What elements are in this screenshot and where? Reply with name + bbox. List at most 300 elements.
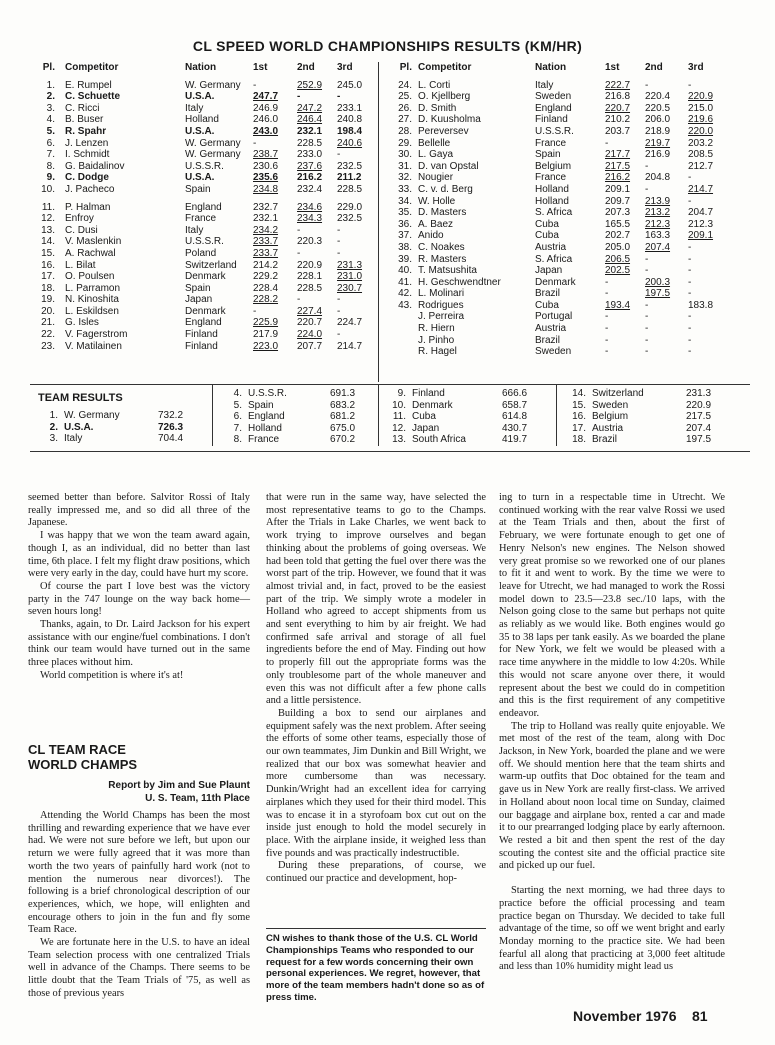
competitor-name: H. Geschwendtner [418, 276, 501, 288]
third-run: - [688, 323, 692, 335]
result-row [35, 80, 365, 92]
competitor-name: D. Masters [418, 207, 467, 219]
third-run: 208.5 [688, 149, 714, 161]
team-divider-1 [212, 384, 213, 446]
place: 2. [46, 91, 55, 103]
first-run: 214.2 [253, 259, 279, 271]
third-run: 214.7 [688, 183, 714, 195]
team-place: 12. [392, 422, 406, 434]
place: 39. [398, 253, 412, 265]
result-row [390, 346, 750, 358]
second-run: - [645, 79, 649, 91]
team-row [386, 423, 530, 435]
competitor-name: V. Fagerstrom [65, 329, 128, 341]
team-place: 18. [572, 434, 586, 446]
result-row [35, 248, 365, 260]
section-heading-line2: WORLD CHAMPS [28, 757, 138, 772]
place: 14. [41, 236, 55, 248]
second-run: 216.2 [297, 172, 323, 184]
result-row [390, 219, 750, 231]
result-row [35, 91, 365, 103]
second-run: 212.3 [645, 218, 671, 230]
place: 25. [398, 91, 412, 103]
team-race-section [28, 742, 250, 1001]
team-row [386, 434, 530, 446]
first-run: 209.7 [605, 195, 631, 207]
nation: U.S.A. [185, 172, 215, 184]
team-score: 220.9 [686, 399, 712, 411]
team-group-1 [38, 410, 188, 445]
first-run: - [605, 311, 609, 323]
team-row [222, 423, 362, 435]
paragraph: seemed better than before. Salvitor Rossi of Italy really impressed me, and so did all three of the Japanese. [28, 492, 250, 529]
team-row [38, 410, 188, 422]
competitor-name: Rodrigues [418, 299, 464, 311]
first-run: - [605, 346, 609, 358]
first-run: 234.8 [253, 183, 279, 195]
result-row [390, 207, 750, 219]
article-column-3 [499, 492, 725, 974]
first-run: 233.7 [253, 247, 279, 259]
place: 42. [398, 288, 412, 300]
footer-issue: November 1976 [573, 1008, 677, 1024]
second-run: 220.9 [297, 259, 323, 271]
team-place: 17. [572, 422, 586, 434]
competitor-name: O. Kjellberg [418, 91, 471, 103]
second-run: 213.9 [645, 195, 671, 207]
place: 23. [41, 340, 55, 352]
place: 1. [46, 79, 55, 91]
first-run: - [605, 137, 609, 149]
result-row [35, 184, 365, 196]
place: 43. [398, 299, 412, 311]
nation: Switzerland [185, 259, 237, 271]
result-row [390, 138, 750, 150]
competitor-name: T. Matsushita [418, 265, 477, 277]
place: 26. [398, 102, 412, 114]
competitor-name: C. Ricci [65, 102, 100, 114]
nation: Spain [185, 183, 211, 195]
team-score: 670.2 [330, 434, 356, 446]
team-divider-2 [378, 384, 379, 446]
third-run: - [688, 346, 692, 358]
second-run: - [645, 183, 649, 195]
paragraph: Of course the part I love best was the victory party in the 747 lounge on the way back home—seven hours long! [28, 580, 250, 618]
second-run: 220.7 [297, 317, 323, 329]
results-header-right [390, 62, 750, 74]
team-nation: Japan [412, 422, 440, 434]
header-second: 2nd [645, 62, 663, 73]
header-first: 1st [253, 62, 268, 73]
result-row [35, 260, 365, 272]
nation: U.S.A. [185, 125, 215, 137]
nation: W. Germany [185, 137, 241, 149]
place: 12. [41, 213, 55, 225]
place: 29. [398, 137, 412, 149]
third-run: - [337, 149, 341, 161]
article-column-2 [266, 492, 486, 886]
competitor-name: V. Matilainen [65, 340, 122, 352]
team-results-title: TEAM RESULTS [38, 392, 123, 404]
first-run: - [253, 137, 257, 149]
header-competitor: Competitor [418, 62, 472, 73]
result-row [390, 91, 750, 103]
team-row [386, 388, 530, 400]
place: 11. [41, 201, 55, 213]
third-run: 240.6 [337, 137, 363, 149]
result-row [35, 294, 365, 306]
third-run: 232.5 [337, 160, 363, 172]
team-top-rule [30, 384, 750, 385]
competitor-name: L. Corti [418, 79, 451, 91]
third-run: 203.2 [688, 137, 714, 149]
team-nation: Brazil [592, 434, 618, 446]
result-row [390, 230, 750, 242]
team-nation: South Africa [412, 434, 466, 446]
place: 10. [41, 183, 55, 195]
place: 31. [398, 160, 412, 172]
third-run: 209.1 [688, 230, 714, 242]
second-run: - [297, 91, 301, 103]
nation: Italy [185, 102, 204, 114]
nation: Finland [185, 340, 218, 352]
team-place: 13. [392, 434, 406, 446]
byline-team: U. S. Team, 11th Place [145, 793, 250, 804]
first-run: 209.1 [605, 183, 631, 195]
second-run: 197.5 [645, 288, 671, 300]
team-score: 614.8 [502, 411, 528, 423]
place: 4. [46, 114, 55, 126]
nation: Cuba [535, 218, 559, 230]
nation: Spain [535, 149, 561, 161]
nation: France [535, 137, 567, 149]
competitor-name: D. Smith [418, 102, 457, 114]
nation: Brazil [535, 288, 561, 300]
team-place: 7. [233, 422, 242, 434]
team-place: 1. [49, 410, 58, 421]
second-run: - [645, 299, 649, 311]
team-nation: Belgium [592, 411, 629, 423]
team-score: 732.2 [158, 410, 184, 421]
team-place: 15. [572, 399, 586, 411]
second-run: 204.8 [645, 172, 671, 184]
team-group-2 [222, 388, 362, 446]
competitor-name: G. Isles [65, 317, 99, 329]
first-run: 230.6 [253, 160, 279, 172]
team-score: 658.7 [502, 399, 528, 411]
second-run: 232.4 [297, 183, 323, 195]
nation: Denmark [185, 305, 226, 317]
second-run: - [645, 160, 649, 172]
competitor-name: C. Dusi [65, 224, 98, 236]
nation: France [535, 172, 567, 184]
first-run: - [605, 288, 609, 300]
third-run: - [688, 241, 692, 253]
competitor-name: N. Kinoshita [65, 294, 119, 306]
first-run: 223.0 [253, 340, 279, 352]
nation: Belgium [535, 160, 572, 172]
place: 38. [398, 241, 412, 253]
place: 27. [398, 114, 412, 126]
place: 15. [41, 247, 55, 259]
first-run: 229.2 [253, 271, 279, 283]
nation: England [535, 102, 572, 114]
competitor-name: R. Hagel [418, 346, 457, 358]
second-run: 232.1 [297, 125, 323, 137]
competitor-name: J. Pinho [418, 334, 455, 346]
third-run: 212.3 [688, 218, 714, 230]
nation: U.S.S.R. [535, 125, 574, 137]
result-row [390, 288, 750, 300]
team-nation: Cuba [412, 411, 436, 423]
first-run: 233.7 [253, 236, 279, 248]
second-run: 247.2 [297, 102, 323, 114]
first-run: 222.7 [605, 79, 631, 91]
first-run: 234.2 [253, 224, 279, 236]
column-divider [378, 62, 379, 382]
second-run: 252.9 [297, 79, 323, 91]
first-run: - [253, 79, 257, 91]
result-row [35, 236, 365, 248]
third-run: 220.0 [688, 125, 714, 137]
nation: S. Africa [535, 207, 573, 219]
first-run: 243.0 [253, 125, 279, 137]
result-row [390, 335, 750, 347]
team-score: 691.3 [330, 388, 356, 399]
third-run: 215.0 [688, 102, 714, 114]
nation: Japan [535, 265, 563, 277]
third-run: 183.8 [688, 299, 714, 311]
place: 3. [46, 102, 55, 114]
result-row [35, 317, 365, 329]
team-score: 666.6 [502, 388, 528, 399]
second-run: 220.5 [645, 102, 671, 114]
third-run: 228.5 [337, 183, 363, 195]
second-run: - [297, 294, 301, 306]
first-run: 220.7 [605, 102, 631, 114]
results-table-left [35, 62, 365, 352]
nation: England [185, 317, 222, 329]
competitor-name: C. Schuette [65, 91, 121, 103]
first-run: 165.5 [605, 218, 631, 230]
paragraph: World competition is where it's at! [40, 669, 184, 681]
competitor-name: O. Poulsen [65, 271, 115, 283]
second-run: 227.4 [297, 305, 323, 317]
nation: France [185, 213, 217, 225]
team-nation: Italy [64, 433, 83, 445]
third-run: 245.0 [337, 79, 363, 91]
second-run: 207.4 [645, 241, 671, 253]
competitor-name: G. Baidalinov [65, 160, 125, 172]
nation: Italy [535, 79, 554, 91]
first-run: 193.4 [605, 299, 631, 311]
team-score: 430.7 [502, 422, 528, 434]
competitor-name: C. Dodge [65, 172, 109, 184]
result-row [390, 277, 750, 289]
place: 24. [398, 79, 412, 91]
paragraph: Building a box to send our airplanes and equipment safely was the next problem. After seeing the efforts of some other teams, especially those of our own teammates, Jim Dunkin and Bill Wright, we realized that our box was somewhat heavier and more cumbersome than was necessary. Dunkin/Wright had an excellent idea for carrying airplanes which they used for their third model. This was to encase it in a styrofoam box cut out on the inside just enough to hold the model securely in place. With the airplane inside, it weighed less than five pounds and was practically indestructible. [266, 707, 486, 859]
competitor-name: Nougier [418, 172, 454, 184]
competitor-name: D. van Opstal [418, 160, 479, 172]
header-third: 3rd [688, 62, 704, 73]
third-run: 198.4 [337, 125, 363, 137]
nation: Holland [535, 195, 569, 207]
nation: W. Germany [185, 149, 241, 161]
result-row [390, 323, 750, 335]
competitor-name: Bellelle [418, 137, 451, 149]
third-run: - [337, 294, 341, 306]
place: 5. [46, 125, 55, 137]
first-run: 210.2 [605, 114, 631, 126]
second-run: 207.7 [297, 340, 323, 352]
competitor-name: L. Bilat [65, 259, 96, 271]
competitor-name: J. Pacheco [65, 183, 115, 195]
second-run: - [645, 311, 649, 323]
team-score: 231.3 [686, 388, 712, 399]
place: 9. [46, 172, 55, 184]
second-run: 234.3 [297, 213, 323, 225]
nation: England [185, 201, 222, 213]
team-score: 675.0 [330, 422, 356, 434]
nation: Italy [185, 224, 204, 236]
team-nation: Finland [412, 388, 445, 399]
third-run: - [337, 329, 341, 341]
result-row [35, 138, 365, 150]
team-row [222, 388, 362, 400]
second-run: 237.6 [297, 160, 323, 172]
byline-authors: Report by Jim and Sue Plaunt [108, 780, 250, 791]
second-run: 220.4 [645, 91, 671, 103]
competitor-name: L. Molinari [418, 288, 465, 300]
team-row [566, 400, 712, 412]
result-row [390, 126, 750, 138]
result-row [390, 80, 750, 92]
header-third: 3rd [337, 62, 353, 73]
result-row [35, 114, 365, 126]
header-first: 1st [605, 62, 620, 73]
third-run: 214.7 [337, 340, 363, 352]
paragraph: Thanks, again, to Dr. Laird Jackson for his expert assistance with our engine/fuel combinations. I don't think our team would have turned out in the same three places without him. [28, 619, 250, 669]
place: 22. [41, 329, 55, 341]
result-row [35, 161, 365, 173]
team-nation: France [248, 434, 280, 446]
second-run: - [297, 224, 301, 236]
article-column-1 [28, 492, 250, 683]
place: 28. [398, 125, 412, 137]
place: 34. [398, 195, 412, 207]
team-row [386, 411, 530, 423]
team-nation: England [248, 411, 285, 423]
place: 20. [41, 305, 55, 317]
competitor-name: R. Hiern [418, 323, 455, 335]
place: 30. [398, 149, 412, 161]
third-run: - [337, 236, 341, 248]
first-run: 246.9 [253, 102, 279, 114]
third-run: - [688, 172, 692, 184]
place: 7. [46, 149, 55, 161]
nation: Denmark [535, 276, 576, 288]
third-run: - [688, 265, 692, 277]
result-row [35, 149, 365, 161]
team-nation: Holland [248, 422, 282, 434]
team-score: 419.7 [502, 434, 528, 446]
second-run: 228.5 [297, 137, 323, 149]
result-row [390, 254, 750, 266]
nation: U.S.A. [185, 91, 215, 103]
competitor-name: L. Eskildsen [65, 305, 119, 317]
nation: S. Africa [535, 253, 573, 265]
results-table-right [390, 62, 750, 358]
nation: Poland [185, 247, 217, 259]
first-run: - [605, 276, 609, 288]
team-row [38, 433, 188, 445]
second-run: - [645, 346, 649, 358]
first-run: 232.1 [253, 213, 279, 225]
third-run: - [688, 334, 692, 346]
place: 32. [398, 172, 412, 184]
team-nation: Sweden [592, 399, 629, 411]
third-run: 229.0 [337, 201, 363, 213]
team-place: 3. [49, 433, 58, 445]
first-run: - [253, 305, 257, 317]
first-run: 207.3 [605, 207, 631, 219]
place: 41. [398, 276, 412, 288]
first-run: - [605, 334, 609, 346]
first-run: 246.0 [253, 114, 279, 126]
team-nation: Switzerland [592, 388, 644, 399]
team-score: 704.4 [158, 433, 184, 445]
competitor-name: R. Masters [418, 253, 467, 265]
nation: Spain [185, 282, 211, 294]
third-run: - [337, 91, 341, 103]
competitor-name: V. Maslenkin [65, 236, 122, 248]
nation: Brazil [535, 334, 561, 346]
paragraph: Attending the World Champs has been the most thrilling and rewarding experience that we have ever had. We were not sure before we left, but upon our return we were fully agreed that it was more than worth the two years of painfully hard work (not to mention the numerous near divorces!). The following is a brief chronological description of our experiences, which, we hope, will enlighten and encourage others to join in the fun and fly some Team Race. [28, 810, 250, 936]
second-run: 220.3 [297, 236, 323, 248]
competitor-name: C. Noakes [418, 241, 465, 253]
team-row [566, 434, 712, 446]
second-run: - [645, 323, 649, 335]
place: 19. [41, 294, 55, 306]
third-run: 230.7 [337, 282, 363, 294]
nation: Holland [535, 183, 569, 195]
first-run: 247.7 [253, 91, 279, 103]
third-run: - [337, 224, 341, 236]
place: 18. [41, 282, 55, 294]
section-heading-line1: CL TEAM RACE [28, 742, 126, 757]
place: 17. [41, 271, 55, 283]
competitor-name: J. Lenzen [65, 137, 109, 149]
header-nation: Nation [535, 62, 567, 73]
competitor-name: E. Rumpel [65, 79, 112, 91]
third-run: 212.7 [688, 160, 714, 172]
second-run: 233.0 [297, 149, 323, 161]
team-place: 8. [233, 434, 242, 446]
second-run: 224.0 [297, 329, 323, 341]
nation: Finland [535, 114, 568, 126]
paragraph: The trip to Holland was really quite enjoyable. We met most of the rest of the team, along with Doc Jackson, in New York, boarded the plane and we were off. We should mention here that the team shirts and warm-up outfits that Doc obtained for the team and gave us in New York are really first-class. We arrived in Holland about noon local time on Sunday, claimed our baggage and airplane box, rented a car and made it to our prearranged lodging place by early afternoon. We rested a bit and then spent the rest of the day scouting the contest site and the official practice site and picked up our fuel. [499, 720, 725, 872]
nation: Holland [185, 114, 219, 126]
team-nation: U.S.S.R. [248, 388, 287, 399]
nation: W. Germany [185, 79, 241, 91]
first-run: 225.9 [253, 317, 279, 329]
competitor-name: A. Baez [418, 218, 454, 230]
result-row [390, 149, 750, 161]
results-title: CL SPEED WORLD CHAMPIONSHIPS RESULTS (KM/HR) [192, 38, 583, 54]
third-run: 232.5 [337, 213, 363, 225]
paragraph: We are fortunate here in the U.S. to have an ideal Team selection process with one centralized Trials well in advance of the Champs. There seems to be little doubt that the Team Trials of '75, as well as those of previous years [28, 937, 250, 999]
team-score: 681.2 [330, 411, 356, 423]
